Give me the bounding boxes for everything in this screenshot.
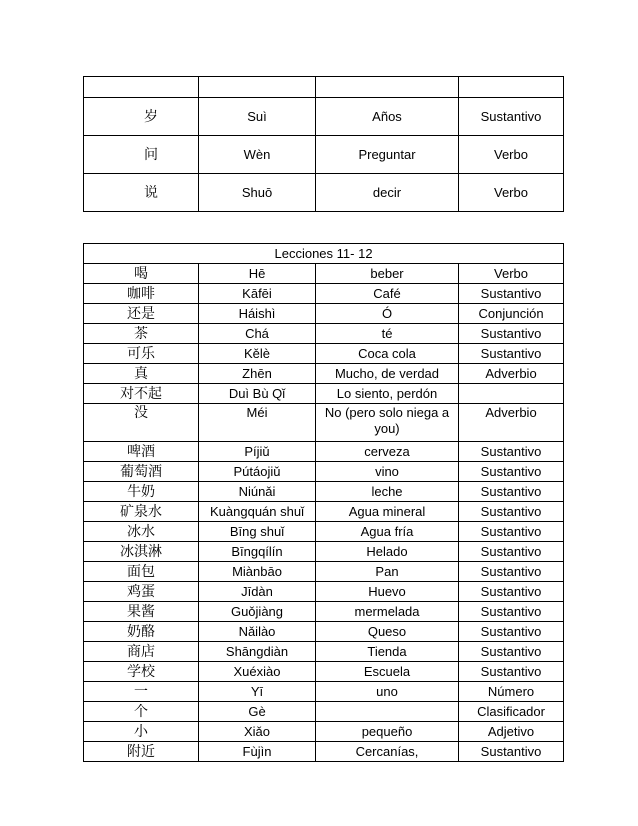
pinyin-cell: Bīngqílín [199,542,316,562]
spanish-cell: Queso [316,622,459,642]
word-type-cell: Sustantivo [459,284,564,304]
spanish-cell: decir [316,174,459,212]
table-row [84,722,564,742]
pinyin-cell: Chá [199,324,316,344]
hanzi-cell: 啤酒 [84,442,199,462]
pinyin-cell: Niúnǎi [199,482,316,502]
pinyin-cell: Kělè [199,344,316,364]
table-row [84,522,564,542]
hanzi-cell: 冰淇淋 [84,542,199,562]
pinyin-cell: Zhēn [199,364,316,384]
hanzi-cell: 果酱 [84,602,199,622]
hanzi-cell: 个 [84,702,199,722]
spanish-cell: uno [316,682,459,702]
hanzi-cell: 商店 [84,642,199,662]
vocab-table-1 [83,76,564,212]
word-type-cell: Sustantivo [459,562,564,582]
pinyin-cell: Bīng shuǐ [199,522,316,542]
table-row [84,364,564,384]
table-title-row [84,244,564,264]
table-row [84,562,564,582]
table-row [84,602,564,622]
word-type-cell: Verbo [459,174,564,212]
pinyin-cell: Xuéxiào [199,662,316,682]
table-row [84,174,564,212]
table-header-row-empty [84,77,564,98]
spanish-cell: Cercanías, [316,742,459,762]
table-row [84,344,564,364]
spanish-cell [316,702,459,722]
word-type-cell: Sustantivo [459,622,564,642]
hanzi-cell: 矿泉水 [84,502,199,522]
word-type-cell: Sustantivo [459,642,564,662]
hanzi-cell: 牛奶 [84,482,199,502]
hanzi-cell: 还是 [84,304,199,324]
pinyin-cell: Xiǎo [199,722,316,742]
table-row [84,642,564,662]
pinyin-cell: Miànbāo [199,562,316,582]
table-row [84,742,564,762]
hanzi-cell: 附近 [84,742,199,762]
table-row [84,384,564,404]
pinyin-cell: Wèn [199,136,316,174]
hanzi-cell: 鸡蛋 [84,582,199,602]
hanzi-cell: 奶酪 [84,622,199,642]
spanish-cell: leche [316,482,459,502]
spanish-cell: beber [316,264,459,284]
word-type-cell: Adjetivo [459,722,564,742]
spanish-cell: Escuela [316,662,459,682]
spanish-cell: Lo siento, perdón [316,384,459,404]
spanish-cell: Agua fría [316,522,459,542]
hanzi-cell: 说 [84,174,199,212]
spanish-cell: Pan [316,562,459,582]
pinyin-cell: Shāngdiàn [199,642,316,662]
word-type-cell [459,384,564,404]
word-type-cell: Adverbio [459,364,564,384]
pinyin-cell: Shuō [199,174,316,212]
word-type-cell: Verbo [459,264,564,284]
word-type-cell: Clasificador [459,702,564,722]
spanish-cell: Agua mineral [316,502,459,522]
table-row [84,264,564,284]
word-type-cell: Conjunción [459,304,564,324]
pinyin-cell: Nǎilào [199,622,316,642]
table-row [84,502,564,522]
word-type-cell: Sustantivo [459,462,564,482]
hanzi-cell: 咖啡 [84,284,199,304]
word-type-cell: Sustantivo [459,582,564,602]
hanzi-cell: 可乐 [84,344,199,364]
table-row [84,682,564,702]
word-type-cell: Verbo [459,136,564,174]
pinyin-cell: Duì Bù Qǐ [199,384,316,404]
word-type-cell: Sustantivo [459,482,564,502]
spanish-cell: Café [316,284,459,304]
table-row [84,582,564,602]
pinyin-cell: Píjiǔ [199,442,316,462]
pinyin-cell: Méi [199,404,316,442]
vocab-table-lecciones [83,243,564,762]
spanish-cell: Coca cola [316,344,459,364]
hanzi-cell: 一 [84,682,199,702]
table-row [84,482,564,502]
spanish-cell: Preguntar [316,136,459,174]
table-row [84,662,564,682]
table-row [84,462,564,482]
table-row [84,442,564,462]
spanish-cell: té [316,324,459,344]
spanish-cell: Huevo [316,582,459,602]
word-type-cell: Sustantivo [459,542,564,562]
word-type-cell: Adverbio [459,404,564,442]
spanish-cell: pequeño [316,722,459,742]
pinyin-cell: Pútáojiǔ [199,462,316,482]
pinyin-cell: Guǒjiàng [199,602,316,622]
table-row [84,622,564,642]
hanzi-cell: 冰水 [84,522,199,542]
hanzi-cell: 问 [84,136,199,174]
table-row [84,702,564,722]
table-row [84,404,564,442]
pinyin-cell: Háishì [199,304,316,324]
spanish-cell: No (pero solo niega a you) [316,404,459,442]
word-type-cell: Sustantivo [459,662,564,682]
hanzi-cell: 小 [84,722,199,742]
pinyin-cell: Kāfēi [199,284,316,304]
spanish-cell: Ó [316,304,459,324]
spanish-cell: Años [316,98,459,136]
hanzi-cell: 茶 [84,324,199,344]
spanish-cell: vino [316,462,459,482]
pinyin-cell: Hē [199,264,316,284]
word-type-cell: Sustantivo [459,602,564,622]
word-type-cell: Sustantivo [459,742,564,762]
word-type-cell: Sustantivo [459,442,564,462]
hanzi-cell: 对不起 [84,384,199,404]
hanzi-cell: 真 [84,364,199,384]
table-row [84,284,564,304]
table-title: Lecciones 11- 12 [84,244,564,264]
spanish-cell: Tienda [316,642,459,662]
word-type-cell: Sustantivo [459,502,564,522]
table-row [84,324,564,344]
word-type-cell: Sustantivo [459,344,564,364]
pinyin-cell: Fùjìn [199,742,316,762]
hanzi-cell: 岁 [84,98,199,136]
word-type-cell: Sustantivo [459,522,564,542]
pinyin-cell: Kuàngquán shuǐ [199,502,316,522]
spanish-cell: Helado [316,542,459,562]
word-type-cell: Sustantivo [459,98,564,136]
word-type-cell: Sustantivo [459,324,564,344]
word-type-cell: Número [459,682,564,702]
hanzi-cell: 学校 [84,662,199,682]
hanzi-cell: 面包 [84,562,199,582]
table-row [84,98,564,136]
hanzi-cell: 葡萄酒 [84,462,199,482]
spanish-cell: cerveza [316,442,459,462]
hanzi-cell: 没 [84,404,199,442]
pinyin-cell: Gè [199,702,316,722]
table-row [84,304,564,324]
table-row [84,542,564,562]
table-row [84,136,564,174]
hanzi-cell: 喝 [84,264,199,284]
pinyin-cell: Yī [199,682,316,702]
pinyin-cell: Jīdàn [199,582,316,602]
pinyin-cell: Suì [199,98,316,136]
spanish-cell: mermelada [316,602,459,622]
spanish-cell: Mucho, de verdad [316,364,459,384]
